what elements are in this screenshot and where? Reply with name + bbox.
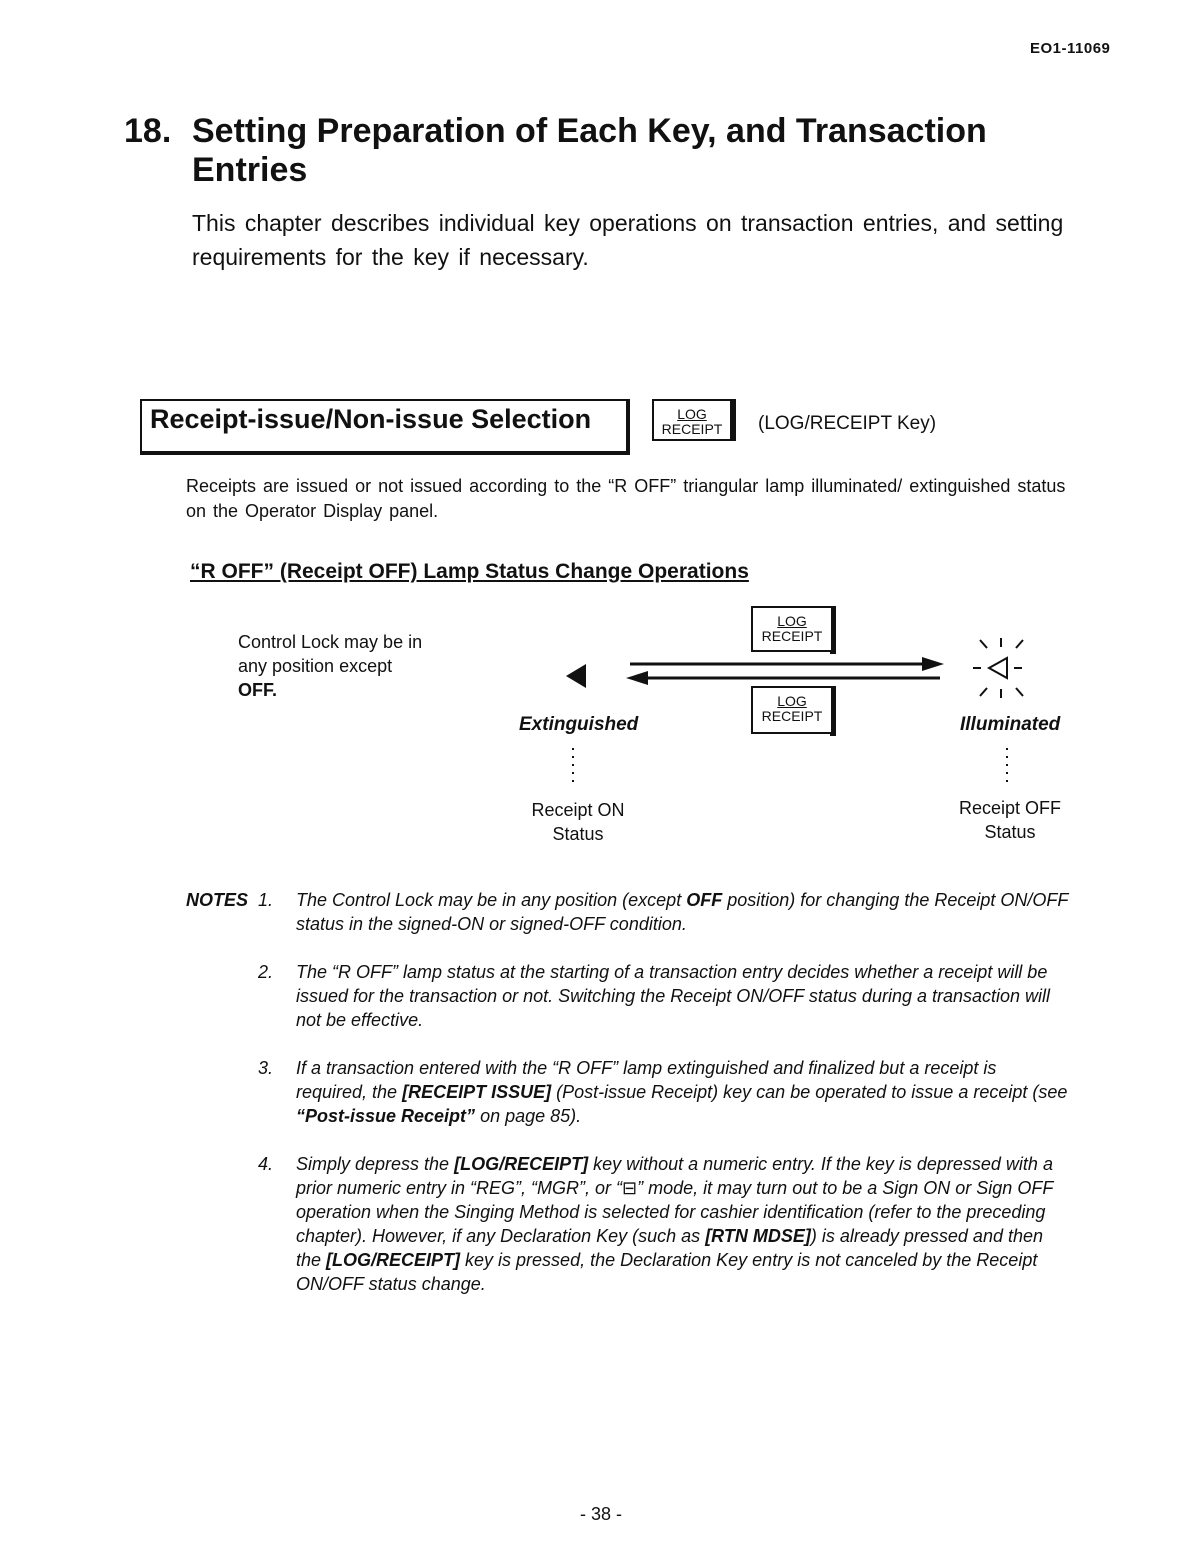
note-text: key is pressed, the Declaration Key entry is not canceled by the Receipt ON/OFF status change.	[296, 1250, 1038, 1294]
extinguished-label: Extinguished	[519, 714, 639, 735]
notes-label: NOTES	[186, 890, 249, 910]
receipt-on-status	[510, 798, 646, 846]
note-item	[186, 960, 1070, 1032]
key-bottom-label: RECEIPT	[761, 628, 823, 644]
note-text: position) for changing the Receipt ON/OFF status in the signed-ON or signed-OFF condition.	[296, 890, 1069, 934]
note-text: The Control Lock may be in any position (except	[296, 890, 687, 910]
chapter-intro: This chapter describes individual key operations on transaction entries, and setting requirements for the key if necessary.	[192, 210, 1064, 270]
note-number: 4.	[258, 1154, 274, 1174]
diagram-heading: “R OFF” (Receipt OFF) Lamp Status Change Operations	[190, 560, 749, 583]
note-bold: OFF	[686, 890, 723, 910]
note-text: on page 85).	[475, 1106, 582, 1126]
note-text: If a transaction entered with the “R OFF” lamp extinguished and finalized but a receipt is required, the	[296, 1058, 997, 1102]
arrow-right-head-icon	[922, 657, 944, 671]
section-paragraph: Receipts are issued or not issued according to the “R OFF” triangular lamp illuminated/ extinguished status on the Operator Display panel.	[186, 476, 1066, 521]
arrow-left-head-icon	[626, 671, 648, 685]
note-bold: “Post-issue Receipt”	[296, 1106, 476, 1126]
note-item	[186, 1152, 1070, 1296]
note-text: key without a numeric entry. If the key is depressed with a prior numeric entry in “REG”, “MGR”, or “	[296, 1154, 1053, 1198]
minus-box-icon: ⊟	[622, 1178, 638, 1198]
extinguished-lamp-icon	[566, 664, 586, 688]
control-lock-line-1: Control Lock may be in	[238, 632, 423, 652]
key-top-label: LOG	[677, 406, 707, 422]
receipt-off-status	[942, 796, 1078, 844]
note-number: 1.	[258, 890, 274, 910]
illuminated-label: Illuminated	[960, 714, 1061, 735]
note-text: ” mode, it may turn out to be a Sign ON or Sign OFF operation when the Singing Method is selected for cashier identification (refer to the preceding chapter). However, if any Declaration Key (such as	[296, 1178, 1053, 1246]
note-number: 2.	[258, 962, 274, 982]
note-text: (Post-issue Receipt) key can be operated to issue a receipt (see	[551, 1082, 1068, 1102]
key-bottom-label: RECEIPT	[661, 421, 723, 437]
section-title: Receipt-issue/Non-issue Selection	[150, 404, 592, 434]
note-number: 3.	[258, 1058, 274, 1078]
control-lock-note	[238, 630, 422, 702]
note-bold: [LOG/RECEIPT]	[326, 1250, 461, 1270]
page-number: - 38 -	[580, 1504, 623, 1524]
key-top-label: LOG	[777, 693, 807, 709]
note-text: ) is already pressed and then the	[296, 1226, 1043, 1270]
note-item	[186, 888, 1070, 936]
receipt-on-line-2: Status	[552, 824, 604, 844]
chapter-number: 18.	[124, 112, 172, 150]
key-top-label: LOG	[777, 613, 807, 629]
receipt-on-line-1: Receipt ON	[531, 800, 625, 820]
note-text: The “R OFF” lamp status at the starting of a transaction entry decides whether a receipt will be issued for the transaction or not. Switching the Receipt ON/OFF status during a transaction will not be effective.	[296, 962, 1051, 1030]
notes-list	[186, 888, 1070, 1320]
note-bold: [RECEIPT ISSUE]	[402, 1082, 552, 1102]
lamp-status-diagram	[540, 600, 1080, 800]
log-receipt-key-icon	[652, 399, 732, 441]
chapter-title: Setting Preparation of Each Key, and Transaction Entries	[192, 112, 987, 189]
note-bold: [LOG/RECEIPT]	[454, 1154, 589, 1174]
note-bold: [RTN MDSE]	[705, 1226, 811, 1246]
illuminated-lamp-icon	[973, 638, 1023, 698]
document-number: EO1-11069	[1030, 40, 1111, 57]
receipt-off-line-1: Receipt OFF	[958, 798, 1062, 818]
receipt-off-line-2: Status	[984, 822, 1036, 842]
key-bottom-label: RECEIPT	[761, 708, 823, 724]
key-caption: (LOG/RECEIPT Key)	[758, 413, 937, 434]
control-lock-off: OFF.	[238, 680, 277, 700]
note-item	[186, 1056, 1070, 1128]
control-lock-line-2: any position except	[238, 656, 393, 676]
note-text: Simply depress the	[296, 1154, 455, 1174]
